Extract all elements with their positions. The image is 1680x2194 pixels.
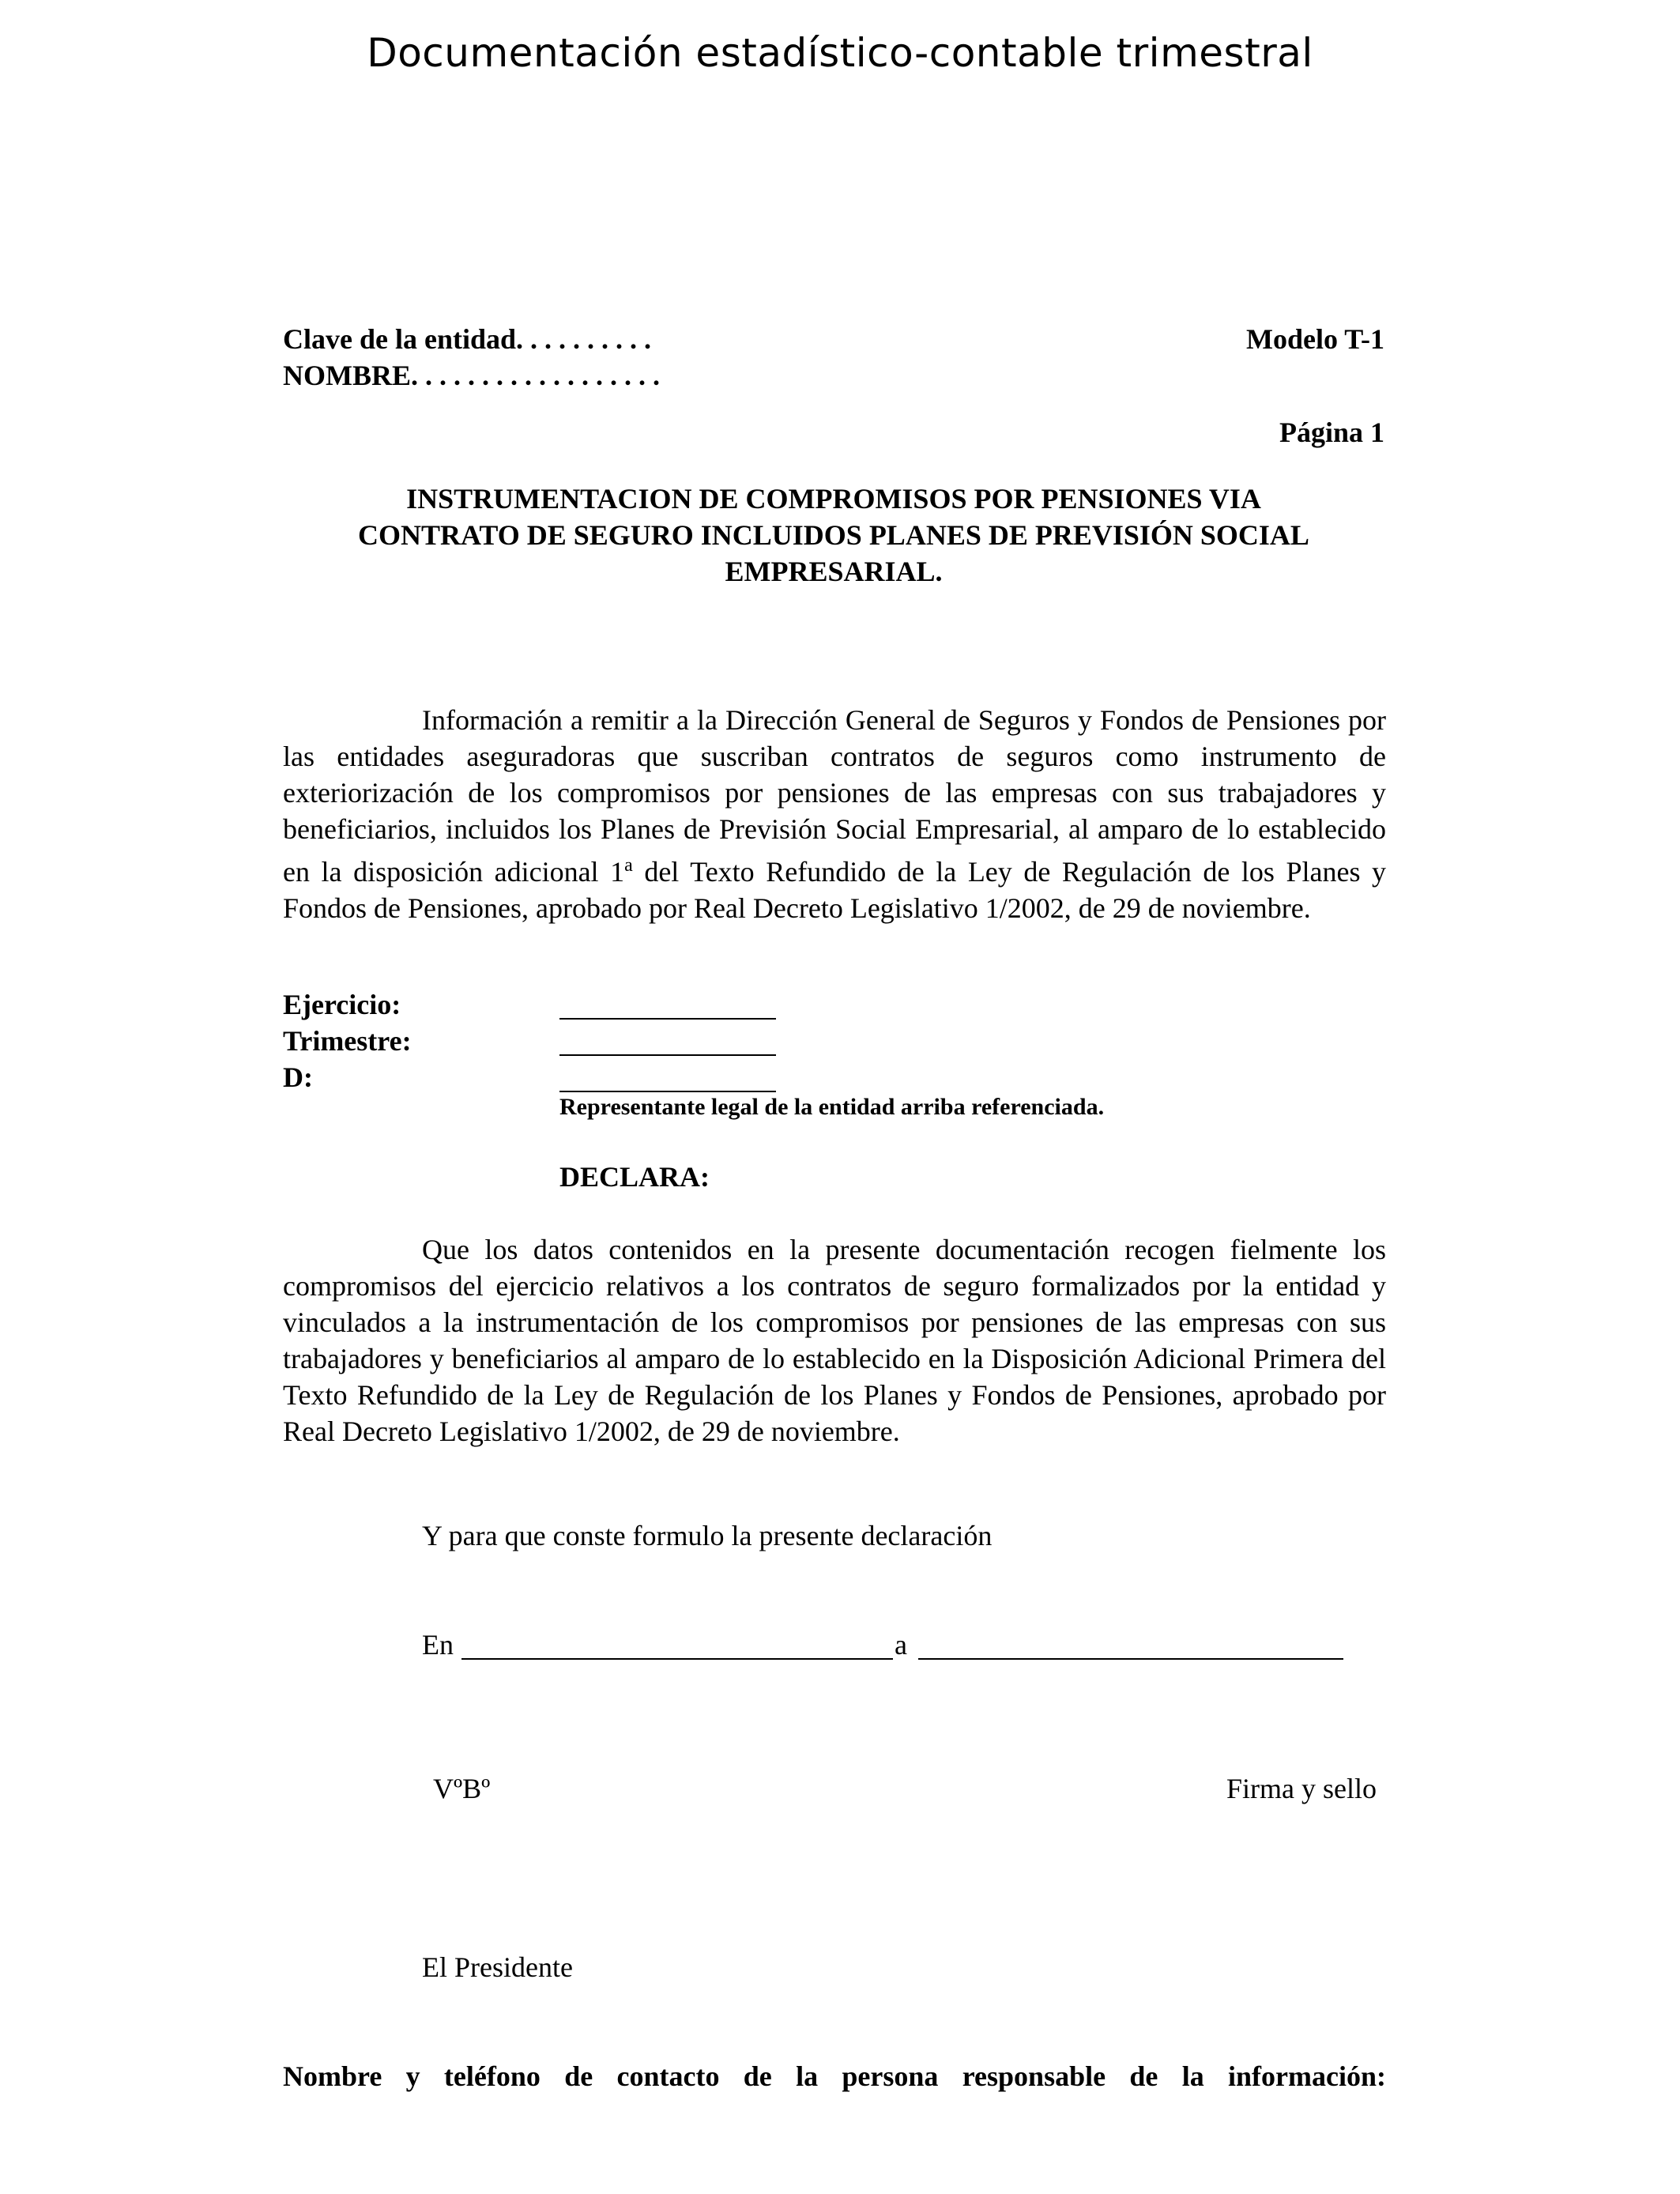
declara-paragraph: Que los datos contenidos en la presente documentación recogen fielmente los compromisos del ejercicio relativos a los contratos de seguro formalizados por la entidad y vinculados a la instrumentación de los compromisos por pensiones de las empresas con sus trabajadores y beneficiarios al amparo de lo establecido en la Disposición Adicional Primera del Texto Refundido de la Ley de Regulación de los Planes y Fondos de Pensiones, aprobado por Real Decreto Legislativo 1/2002, de 29 de noviembre. [283, 1234, 1386, 1447]
firma-sello-label: Firma y sello [1226, 1773, 1377, 1804]
intro-text-continued: del Texto Refundido de la Ley de Regulación de los Planes y Fondos de Pensiones, aprobado por Real Decreto Legislativo 1/2002, de 29 de noviembre. [283, 856, 1387, 924]
vobo-label: VºBº [433, 1773, 491, 1804]
title-line-1: INSTRUMENTACION DE COMPROMISOS POR PENSIONES VIA [406, 483, 1261, 515]
d-field[interactable] [559, 1091, 776, 1092]
contact-label: Nombre y teléfono de contacto de la persona responsable de la información: [283, 2060, 1386, 2092]
title-line-3: EMPRESARIAL. [725, 556, 943, 587]
intro-paragraph [283, 702, 1386, 926]
trimestre-field[interactable] [559, 1054, 776, 1056]
ejercicio-label: Ejercicio: [283, 989, 401, 1020]
representante-note: Representante legal de la entidad arriba referenciada. [559, 1094, 1105, 1120]
date-field[interactable] [918, 1658, 1343, 1660]
d-label: D: [283, 1061, 313, 1093]
ejercicio-field[interactable] [559, 1018, 776, 1020]
intro-text: Información a remitir a la Dirección General de Seguros y Fondos de Pensiones por las entidades aseguradoras que suscriban contratos de seguros como instrumento de exteriorización de los compromisos por pensiones de las empresas con sus trabajadores y beneficiarios, incluidos los Planes de Previsión Social Empresarial, al amparo de lo establecido en la disposición adicional 1 [283, 704, 1386, 888]
trimestre-label: Trimestre: [283, 1025, 412, 1057]
a-label: a [895, 1629, 907, 1661]
declara-heading: DECLARA: [559, 1161, 710, 1193]
pagina-label: Página 1 [1279, 417, 1384, 448]
place-field[interactable] [461, 1658, 893, 1660]
page-header-title: Documentación estadístico-contable trimestral [367, 30, 1313, 76]
en-label: En [422, 1629, 454, 1661]
nombre-label: NOMBRE. . . . . . . . . . . . . . . . . . [283, 360, 660, 391]
presidente-label: El Presidente [422, 1951, 573, 1983]
document-title [269, 481, 1399, 590]
title-line-2: CONTRATO DE SEGURO INCLUIDOS PLANES DE PREVISIÓN SOCIAL [358, 519, 1309, 551]
closing-statement: Y para que conste formulo la presente declaración [422, 1520, 993, 1551]
intro-superscript: a [624, 855, 633, 876]
clave-entidad-label: Clave de la entidad. . . . . . . . . . [283, 323, 652, 355]
modelo-label: Modelo T-1 [1245, 323, 1384, 355]
